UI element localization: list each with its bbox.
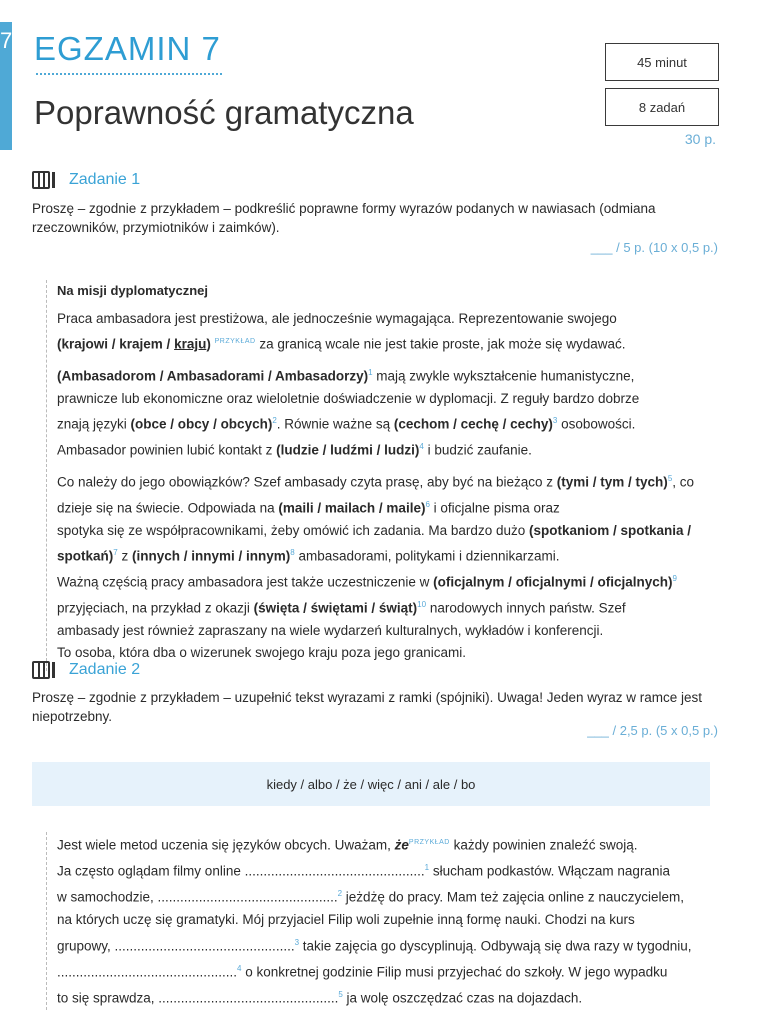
gap-4[interactable]: (ludzie / ludźmi / ludzi) [276, 442, 420, 458]
task2-label: Zadanie 2 [69, 661, 141, 678]
exam-title: EGZAMIN 7 [34, 30, 221, 67]
edge-number: 7 [0, 28, 13, 53]
page-title: Poprawność gramatyczna [34, 94, 414, 131]
gap-10[interactable]: (święta / świętami / świąt) [253, 600, 418, 616]
example-gap: (krajowi / krajem / kraju) [57, 336, 211, 352]
word-bank-box: kiedy / albo / że / więc / ani / ale / bo [32, 762, 710, 806]
task1-instruction: Proszę – zgodnie z przykładem – podkreślić poprawne formy wyrazów podanych w nawiasach (odmiana rzeczowników, przymiotników i zaimków). [32, 201, 656, 235]
paragraph-1: Praca ambasadora jest prestiżowa, ale jednocześnie wymagająca. Reprezentowanie swojego (krajowi / krajem / kraju) $^{PRZYKŁAD}$ za granicą wcale nie jest takie proste, jak może się wydawać. [57, 311, 626, 352]
gap-1[interactable]: (Ambasadorom / Ambasadorami / Ambasadorzy) [57, 368, 369, 384]
underlined-answer[interactable]: kraju [174, 336, 207, 352]
paragraph-2: (Ambasadorom / Ambasadorami / Ambasadorzy)$^1$ mają zwykle wykształcenie humanistyczne, prawnicze lub ekonomiczne oraz wieloletnie doświadczenie w dyplomacji. Z reguły bardzo dobrze znają języki (obce / obcy / obcych)$^2$. Równie ważne są (cechom / cechę / cechy)$^3$ osobowości. Ambasador powinien lubić kontakt z (ludzie / ludźmi / ludzi)$^4$ i budzić zaufanie. [57, 367, 640, 458]
title-dotted-divider [36, 73, 222, 75]
task1-score: ___ / 5 p. (10 x 0,5 p.) [590, 240, 718, 255]
chapter-edge-tab [0, 22, 12, 150]
text-title: Na misji dyplomatycznej [57, 283, 208, 298]
gap-3[interactable]: (cechom / cechę / cechy) [393, 416, 553, 432]
gap-9[interactable]: (oficjalnym / oficjalnymi / oficjalnych) [433, 574, 673, 590]
bookmark-icon [52, 172, 55, 188]
task1-text [46, 280, 722, 671]
paragraph-3: Co należy do jego obowiązków? Szef ambasady czyta prasę, aby być na bieżąco z (tymi / tym / tych)$^5$, co dzieje się na świecie. Odpowiada na (maili / mailach / maile)$^6$ i oficjalne pisma oraz spotyka się ze współpracownikami, żeby omówić ich zadania. Ma bardzo dużo (spotkaniom / spotkania / spotkań)$^7$ z (innych / innymi / innym)$^8$ ambasadorami, politykami i dziennikarzami. Ważną częścią pracy ambasadora jest także uczestniczenie w (oficjalnym / oficjalnymi / oficjalnych)$^9$ przyjęciach, na przykład z okazji (święta / świętami / świąt)$^{10}$ narodowych innych państw. Szef ambasady jest również zapraszany na wiele wydarzeń kulturalnych, wykładów i konferencji. To osoba, która dba o wizerunek swojego kraju poza jego granicami. [57, 473, 695, 661]
example-tag: PRZYKŁAD [214, 337, 256, 345]
task2-header [32, 661, 140, 679]
task1-header [32, 171, 140, 189]
gap-2-dots[interactable]: ................................................ [157, 889, 338, 905]
bookmark-icon [52, 662, 55, 678]
gap-4-dots[interactable]: ................................................ [57, 964, 238, 979]
task1-label: Zadanie 1 [69, 171, 141, 188]
book-icon [32, 661, 50, 679]
task2-text: Jest wiele metod uczenia się języków obcych. Uważam, $że^{PRZYKŁAD}$ każdy powinien znaleźć swoją. Ja często oglądam filmy online ................................................$^1$ słucham podkastów. Włączam nagrania w samochodzie, ................................................$^2$ jeżdżę do pracy. Mam też zajęcia online z nauczycielem, na których uczę się gramatyki. Mój przyjaciel Filip woli zupełnie inną formę nauki. Chodzi na kurs grupowy, ................................................$^3$ takie zajęcia go dyscyplinują. Odbywają się dwa razy w tygodniu, ................................................$^4$ o konkretnej godzinie Filip musi przyjechać do szkoły. W jego wypadku to się sprawdza, ................................................$^5$ ja wolę oszczędzać czas na dojazdach. [46, 832, 722, 1010]
gap-1-dots[interactable]: ................................................ [244, 863, 425, 879]
gap-2[interactable]: (obce / obcy / obcych) [130, 416, 273, 432]
task2-instruction: Proszę – zgodnie z przykładem – uzupełnić tekst wyrazami z ramki (spójniki). Uwaga! Jeden wyraz w ramce jest niepotrzebny. [32, 690, 702, 724]
gap-7[interactable]: (spotkaniom / spotkania / spotkań) [57, 522, 692, 564]
book-icon [32, 171, 50, 189]
total-points: 30 p. [684, 131, 716, 147]
task2-score: ___ / 2,5 p. (5 x 0,5 p.) [587, 723, 718, 738]
example-answer: że [394, 837, 409, 853]
gap-3-dots[interactable]: ................................................ [114, 938, 295, 953]
gap-8[interactable]: (innych / innymi / innym) [131, 548, 291, 564]
time-box: 45 minut [605, 43, 719, 81]
task-count-box: 8 zadań [605, 88, 719, 126]
gap-6[interactable]: (maili / mailach / maile) [278, 500, 426, 516]
gap-5-dots[interactable]: ................................................ [158, 990, 339, 1005]
gap-5[interactable]: (tymi / tym / tych) [556, 474, 668, 490]
